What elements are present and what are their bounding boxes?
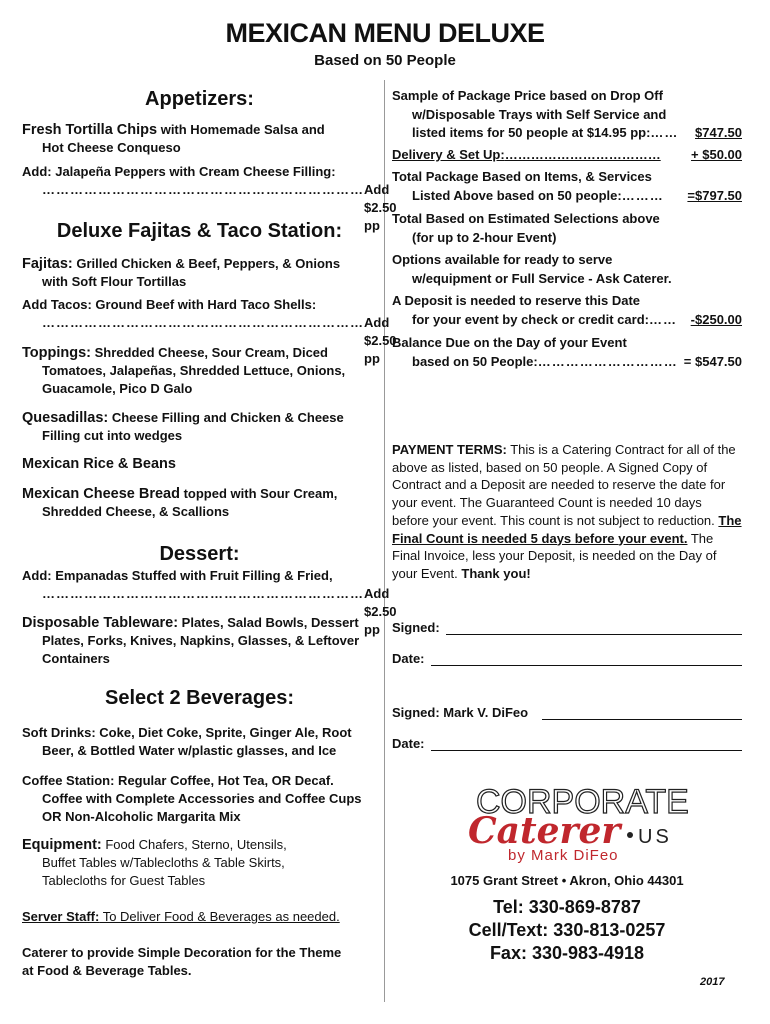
dessert-heading: Dessert: [159, 543, 240, 565]
delivery-row [392, 146, 742, 165]
rice-label: Mexican Rice & Beans [22, 456, 176, 472]
decor-item [22, 944, 377, 980]
deposit-line2: for your event by check or credit card: [412, 311, 649, 327]
logo-line1: CORPORATE [476, 783, 689, 821]
chips-rest: with Homemade Salsa and [157, 122, 325, 137]
logo-dot-icon [627, 832, 633, 838]
bread-line2: Shredded Cheese, & Scallions [42, 504, 230, 519]
signed-label: Signed: [392, 620, 440, 635]
balance-line1: Balance Due on the Day of your Event [392, 335, 627, 350]
page-subtitle: Based on 50 People [314, 52, 456, 69]
dessert-price: Add $2.50 pp [364, 586, 397, 637]
sample-line2: w/Disposable Trays with Self Service and [412, 106, 667, 122]
addon-price: Add $2.50 pp [364, 182, 397, 233]
tableware-lead: Disposable Tableware: [22, 615, 179, 631]
equipment-line2: Buffet Tables w/Tablecloths & Table Skirts, [42, 855, 285, 870]
terms-body2: The Final Invoice, less your Deposit, is needed on the Day of your Event. [392, 530, 717, 581]
fajitas-line2: with Soft Flour Tortillas [42, 274, 187, 289]
estimated-total [392, 210, 742, 247]
decor-line2: at Food & Beverage Tables. [22, 963, 192, 978]
signature-line[interactable] [446, 622, 742, 635]
chips-lead: Fresh Tortilla Chips [22, 122, 158, 138]
delivery-label: Delivery & Set Up: [392, 147, 505, 162]
options-line1: Options available for ready to serve [392, 252, 613, 267]
appetizer-chips [22, 121, 377, 157]
tacos-line: Add Tacos: Ground Beef with Hard Taco Shells: [22, 297, 317, 312]
signature-line-caterer[interactable] [542, 707, 742, 720]
appetizers-heading: Appetizers: [145, 88, 254, 110]
est-line1: Total Based on Estimated Selections above [392, 211, 660, 226]
equipment-item [22, 836, 377, 890]
coffee-line1: Coffee Station: Regular Coffee, Hot Tea, OR Decaf. [22, 773, 334, 788]
staff-rest: To Deliver Food & Beverages as needed. [99, 909, 340, 924]
terms-lead: PAYMENT TERMS: [392, 442, 507, 457]
options-note [392, 251, 742, 288]
tableware-line2: Plates, Forks, Knives, Napkins, Glasses, & Leftover [42, 633, 360, 648]
terms-body: This is a Catering Contract for all of the above as listed, based on 50 people. A Signed Copy of Contract and a Deposit are needed to reserve the date for your event. The Guaranteed Count is needed 10 days before your event. This count is not subject to reduction. [392, 442, 736, 528]
date-line-2[interactable] [431, 738, 742, 751]
logo-line2: Caterer [468, 810, 621, 852]
equipment-lead: Equipment: [22, 837, 102, 853]
sample-dots: …… [650, 125, 679, 140]
signature-caterer[interactable] [392, 705, 742, 720]
fajitas-item [22, 255, 377, 291]
deposit-line1: A Deposit is needed to reserve this Date [392, 293, 641, 308]
contact-tel: Tel: 330-869-8787 [493, 897, 641, 917]
signature-client[interactable] [392, 620, 742, 635]
staff-lead: Server Staff: [22, 909, 100, 924]
date-label: Date: [392, 651, 425, 666]
bread-lead: Mexican Cheese Bread [22, 486, 180, 502]
terms-thanks: Thank you! [461, 565, 531, 581]
terms-final-count: The Final Count is needed 5 days before your event. [392, 512, 742, 546]
dessert-dots: …………………………………………………………… [42, 586, 364, 601]
toppings-line2: Tomatoes, Jalapeñas, Shredded Lettuce, Onions, [42, 363, 346, 378]
soft-line1: Soft Drinks: Coke, Diet Coke, Sprite, Ginger Ale, Root [22, 725, 352, 740]
signed-mark-label: Signed: Mark V. DiFeo [392, 705, 529, 720]
coffee-line2: Coffee with Complete Accessories and Coffee Cups [42, 791, 362, 806]
sample-price [392, 87, 742, 143]
document-year: 2017 [700, 976, 725, 988]
balance-amount: = $547.50 [683, 353, 742, 369]
total-amount: =$797.50 [687, 187, 742, 203]
addon-line: Add: Jalapeña Peppers with Cream Cheese Filling: [22, 164, 336, 179]
coffee-line3: OR Non-Alcoholic Margarita Mix [42, 809, 241, 824]
tacos-price: Add $2.50 pp [364, 315, 397, 366]
bread-item [22, 485, 377, 521]
soft-line2: Beer, & Bottled Water w/plastic glasses, and Ice [42, 743, 337, 758]
addon-dots: …………………………………………………………… [42, 182, 364, 197]
contact-fax: Fax: 330-983-4918 [489, 943, 645, 963]
coffee-item [22, 772, 377, 826]
soft-drinks-item [22, 724, 377, 760]
deposit-amount: -$250.00 [690, 311, 742, 327]
company-address: 1075 Grant Street • Akron, Ohio 44301 [450, 873, 684, 888]
balance-dots: ………………………… [537, 353, 678, 369]
equipment-line3: Tablecloths for Guest Tables [42, 873, 206, 888]
decor-line1: Caterer to provide Simple Decoration for the Theme [22, 945, 342, 960]
tableware-line3: Containers [42, 651, 110, 666]
chips-line2: Hot Cheese Conqueso [42, 140, 181, 155]
balance-line2: based on 50 People: [412, 353, 538, 369]
options-line2: w/equipment or Full Service - Ask Caterer. [412, 270, 672, 286]
fajitas-lead: Fajitas: [22, 256, 73, 272]
rice-item [22, 455, 377, 473]
staff-item [22, 908, 377, 926]
total-line1: Total Package Based on Items, & Services [392, 169, 652, 184]
toppings-lead: Toppings: [22, 345, 91, 361]
sample-line1: Sample of Package Price based on Drop Off [392, 88, 663, 103]
toppings-item [22, 344, 377, 398]
logo-graphic [470, 783, 690, 863]
logo-line3: by Mark DiFeo [508, 847, 619, 864]
page-title: MEXICAN MENU DELUXE [225, 18, 545, 48]
deposit-row [392, 292, 742, 329]
payment-terms [392, 441, 742, 583]
beverages-heading: Select 2 Beverages: [104, 687, 294, 709]
sample-amount: $747.50 [695, 125, 742, 140]
total-line2: Listed Above based on 50 people: [412, 187, 622, 203]
quesadillas-item [22, 409, 377, 445]
contact-cell: Cell/Text: 330-813-0257 [468, 920, 666, 940]
delivery-dots: ……………………………… [504, 147, 661, 162]
quesadillas-line2: Filling cut into wedges [42, 428, 183, 443]
dessert-line: Add: Empanadas Stuffed with Fruit Filling & Fried, [22, 568, 333, 583]
bread-rest: topped with Sour Cream, [179, 486, 338, 501]
est-line2: (for up to 2-hour Event) [412, 229, 557, 245]
logo-line2b: US [638, 826, 672, 848]
fajitas-heading: Deluxe Fajitas & Taco Station: [56, 220, 343, 242]
date-label-2: Date: [392, 736, 425, 751]
date-caterer[interactable] [392, 736, 742, 751]
total-package [392, 168, 742, 205]
tacos-dots: …………………………………………………………… [42, 315, 364, 330]
total-dots: ……… [621, 187, 664, 203]
equipment-rest: Food Chafers, Sterno, Utensils, [101, 837, 287, 852]
balance-row [392, 334, 742, 371]
sample-line3: listed items for 50 people at $14.95 pp: [412, 125, 651, 140]
tableware-item [22, 614, 377, 668]
toppings-rest: Shredded Cheese, Sour Cream, Diced [91, 345, 328, 360]
delivery-amount: + $50.00 [691, 147, 742, 162]
fajitas-rest: Grilled Chicken & Beef, Peppers, & Onions [72, 256, 341, 271]
quesadillas-lead: Quesadillas: [22, 410, 109, 426]
company-logo [470, 783, 690, 863]
date-line[interactable] [431, 653, 742, 666]
tableware-rest: Plates, Salad Bowls, Dessert [178, 615, 359, 630]
date-client[interactable] [392, 651, 742, 666]
deposit-dots: …… [648, 311, 677, 327]
quesadillas-rest: Cheese Filling and Chicken & Cheese [108, 410, 344, 425]
toppings-line3: Guacamole, Pico D Galo [42, 381, 193, 396]
